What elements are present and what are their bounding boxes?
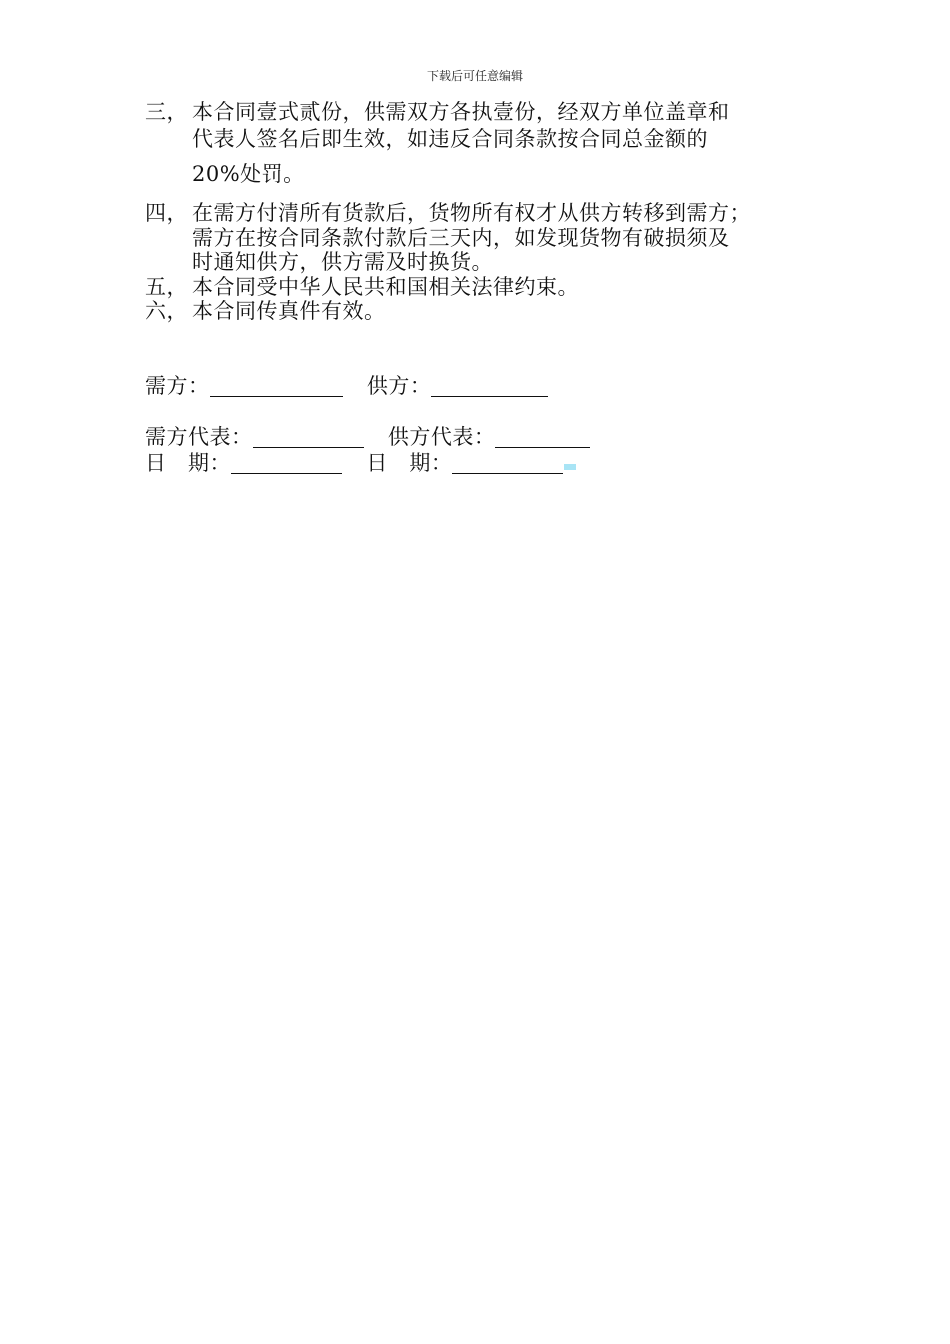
buyer-rep-blank[interactable] [253,427,364,448]
header-note: 下载后可任意编辑 [426,69,523,83]
clause-3 [145,99,730,188]
signature-dates-row [145,450,576,476]
clause-line: 本合同壹式贰份，供需双方各执壹份，经双方单位盖章和 [192,100,730,124]
highlight-mark [564,464,576,470]
date-label: 日 期： [145,451,231,475]
clause-number: 四， [145,201,188,225]
signature-reps-row [145,424,590,450]
supplier-blank[interactable] [431,376,548,397]
clause-line: 需方在按合同条款付款后三天内，如发现货物有破损须及 [192,226,730,250]
clause-number: 五， [145,275,188,299]
supplier-label: 供方： [366,374,432,398]
signature-parties-row [145,373,548,399]
buyer-rep-label: 需方代表： [145,425,253,449]
date-label: 日 期： [366,451,453,475]
clause-number: 三， [145,100,188,124]
buyer-blank[interactable] [210,376,343,397]
clause-5 [145,274,579,301]
clause-line: 代表人签名后即生效，如违反合同条款按合同总金额的 [192,127,708,151]
clause-line: 20%处罚。 [192,162,305,186]
supplier-rep-label: 供方代表： [387,425,496,449]
clause-4 [145,200,751,276]
clause-line: 本合同传真件有效。 [192,299,386,323]
clause-line: 在需方付清所有货款后，货物所有权才从供方转移到需方； [192,201,751,225]
clause-line: 时通知供方，供方需及时换货。 [192,250,493,274]
supplier-rep-blank[interactable] [495,427,590,448]
clause-number: 六， [145,299,188,323]
buyer-label: 需方： [145,374,210,398]
clause-6 [145,298,386,325]
clause-line: 本合同受中华人民共和国相关法律约束。 [192,275,579,299]
date-blank[interactable] [452,453,563,474]
date-blank[interactable] [231,453,342,474]
